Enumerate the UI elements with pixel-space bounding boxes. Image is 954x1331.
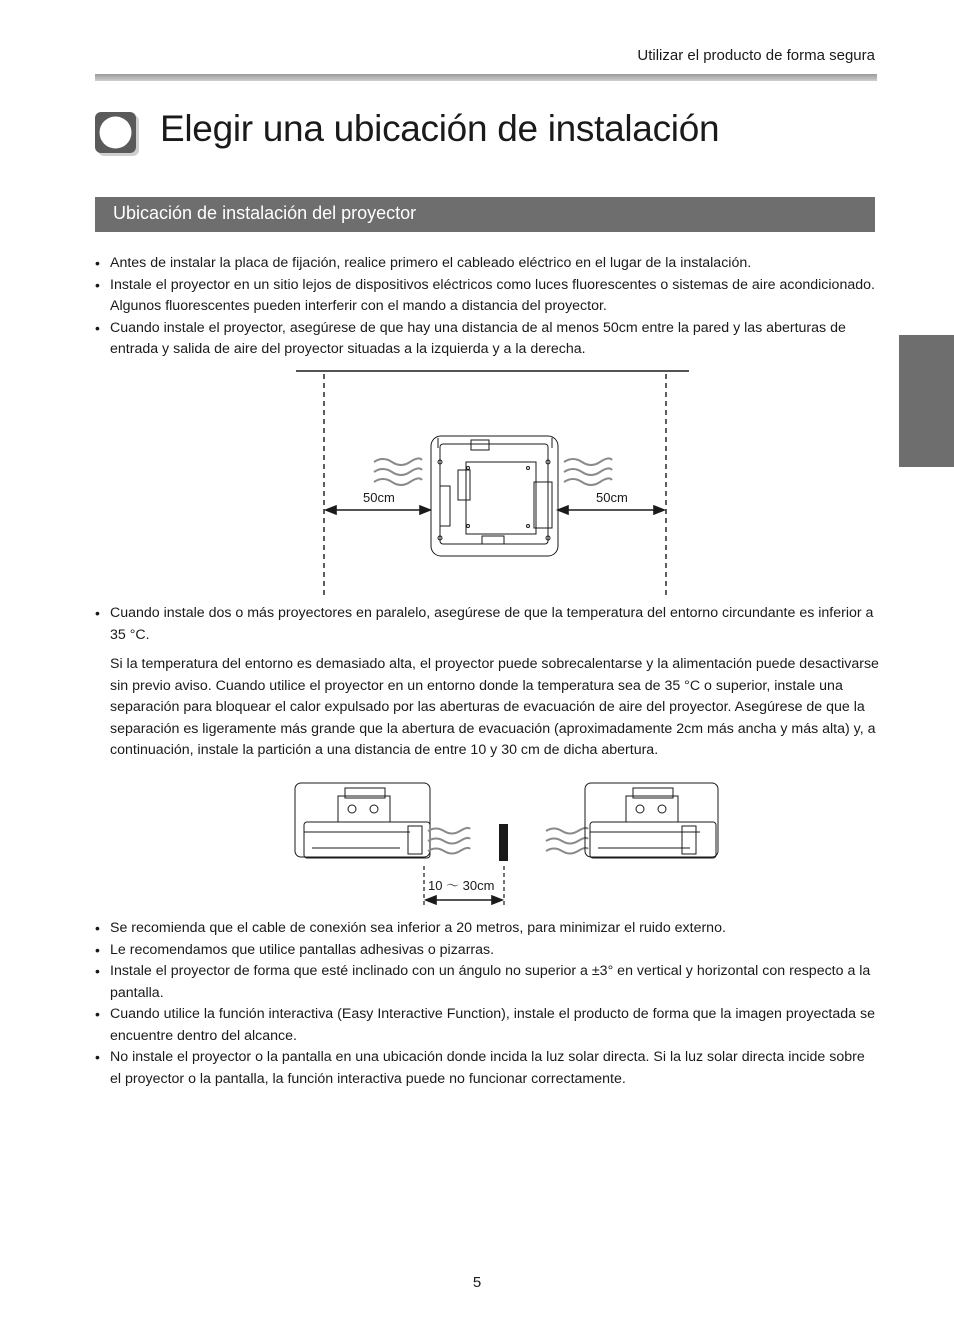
gap-distance-arrow [426, 896, 502, 904]
list-item: • No instale el proyector o la pantalla en una ubicación donde incida la luz solar directa. Si la luz solar directa incide sobre el proyector o la pantalla, la función interactiva puede no funcionar correctamente. [95, 1047, 877, 1090]
list-item: • Le recomendamos que utilice pantallas adhesivas o pizarras. [95, 940, 877, 962]
list-item: • Cuando utilice la función interactiva (Easy Interactive Function), instale el producto de forma que la imagen proyectada se encuentre dentro del alcance. [95, 1004, 877, 1047]
right-distance-label: 50cm [596, 490, 628, 505]
list-item: • Cuando instale dos o más proyectores en paralelo, asegúrese de que la temperatura del entorno circundante es inferior a 35 °C. [95, 603, 877, 646]
section-title: Ubicación de instalación del proyector [113, 203, 417, 223]
section-header-bar [95, 197, 875, 232]
airflow-left-icon [374, 458, 422, 485]
partition-diagram [290, 776, 726, 910]
airflow-right-icon [564, 458, 612, 485]
list-item: • Instale el proyector de forma que esté inclinado con un ángulo no superior a ±3° en vertical y horizontal con respecto a la pantalla. [95, 961, 877, 1004]
list-item: • Instale el proyector en un sitio lejos de dispositivos eléctricos como luces fluorescentes o sistemas de aire acondicionado. Algunos fluorescentes pueden interferir con el mando a distancia del proyector. [95, 275, 877, 318]
list-item: • Antes de instalar la placa de fijación, realice primero el cableado eléctrico en el lugar de la instalación. [95, 253, 877, 275]
chapter-marker-icon [95, 112, 139, 156]
bullet-list-top [95, 253, 877, 361]
projector-left-icon [295, 783, 430, 858]
page-number: 5 [472, 1274, 482, 1291]
header-rule [95, 74, 877, 81]
paragraph-temperature: Si la temperatura del entorno es demasiado alta, el proyector puede sobrecalentarse y la alimentación puede desactivarse sin previo aviso. Cuando utilice el proyector en un entorno donde la temperatura sea de 35 °C o superior, instale una separación para bloquear el calor expulsado por las aberturas de evacuación de aire del proyector. Asegúrese de que la separación es ligeramente más grande que la abertura de evacuación (aproximadamente 2cm más ancha y más alta) y, a continuación, instale la partición a una distancia de entre 10 y 30 cm de dicha abertura. [110, 656, 879, 758]
airflow-right-icon [428, 828, 470, 854]
projector-right-icon [585, 783, 718, 858]
clearance-diagram [290, 366, 695, 598]
page-title: Elegir una ubicación de instalación [160, 108, 720, 149]
left-distance-label: 50cm [363, 490, 395, 505]
list-item: • Cuando instale el proyector, asegúrese de que hay una distancia de al menos 50cm entre la pared y las aberturas de entrada y salida de aire del proyector situadas a la izquierda y a la derecha. [95, 318, 877, 361]
right-distance-arrow [558, 506, 664, 514]
airflow-left-icon [546, 828, 588, 854]
list-item: • Se recomienda que el cable de conexión sea inferior a 20 metros, para minimizar el ruido externo. [95, 918, 877, 940]
running-header: Utilizar el producto de forma segura [637, 47, 875, 64]
gap-distance-label: 10 ～ 30cm [428, 878, 495, 893]
bullet-list-bottom [95, 918, 877, 1090]
partition-wall [499, 824, 508, 861]
left-distance-arrow [326, 506, 430, 514]
projector-top-view-icon [431, 436, 558, 556]
side-chapter-tab [899, 335, 954, 467]
bullet-list-middle [95, 603, 877, 646]
